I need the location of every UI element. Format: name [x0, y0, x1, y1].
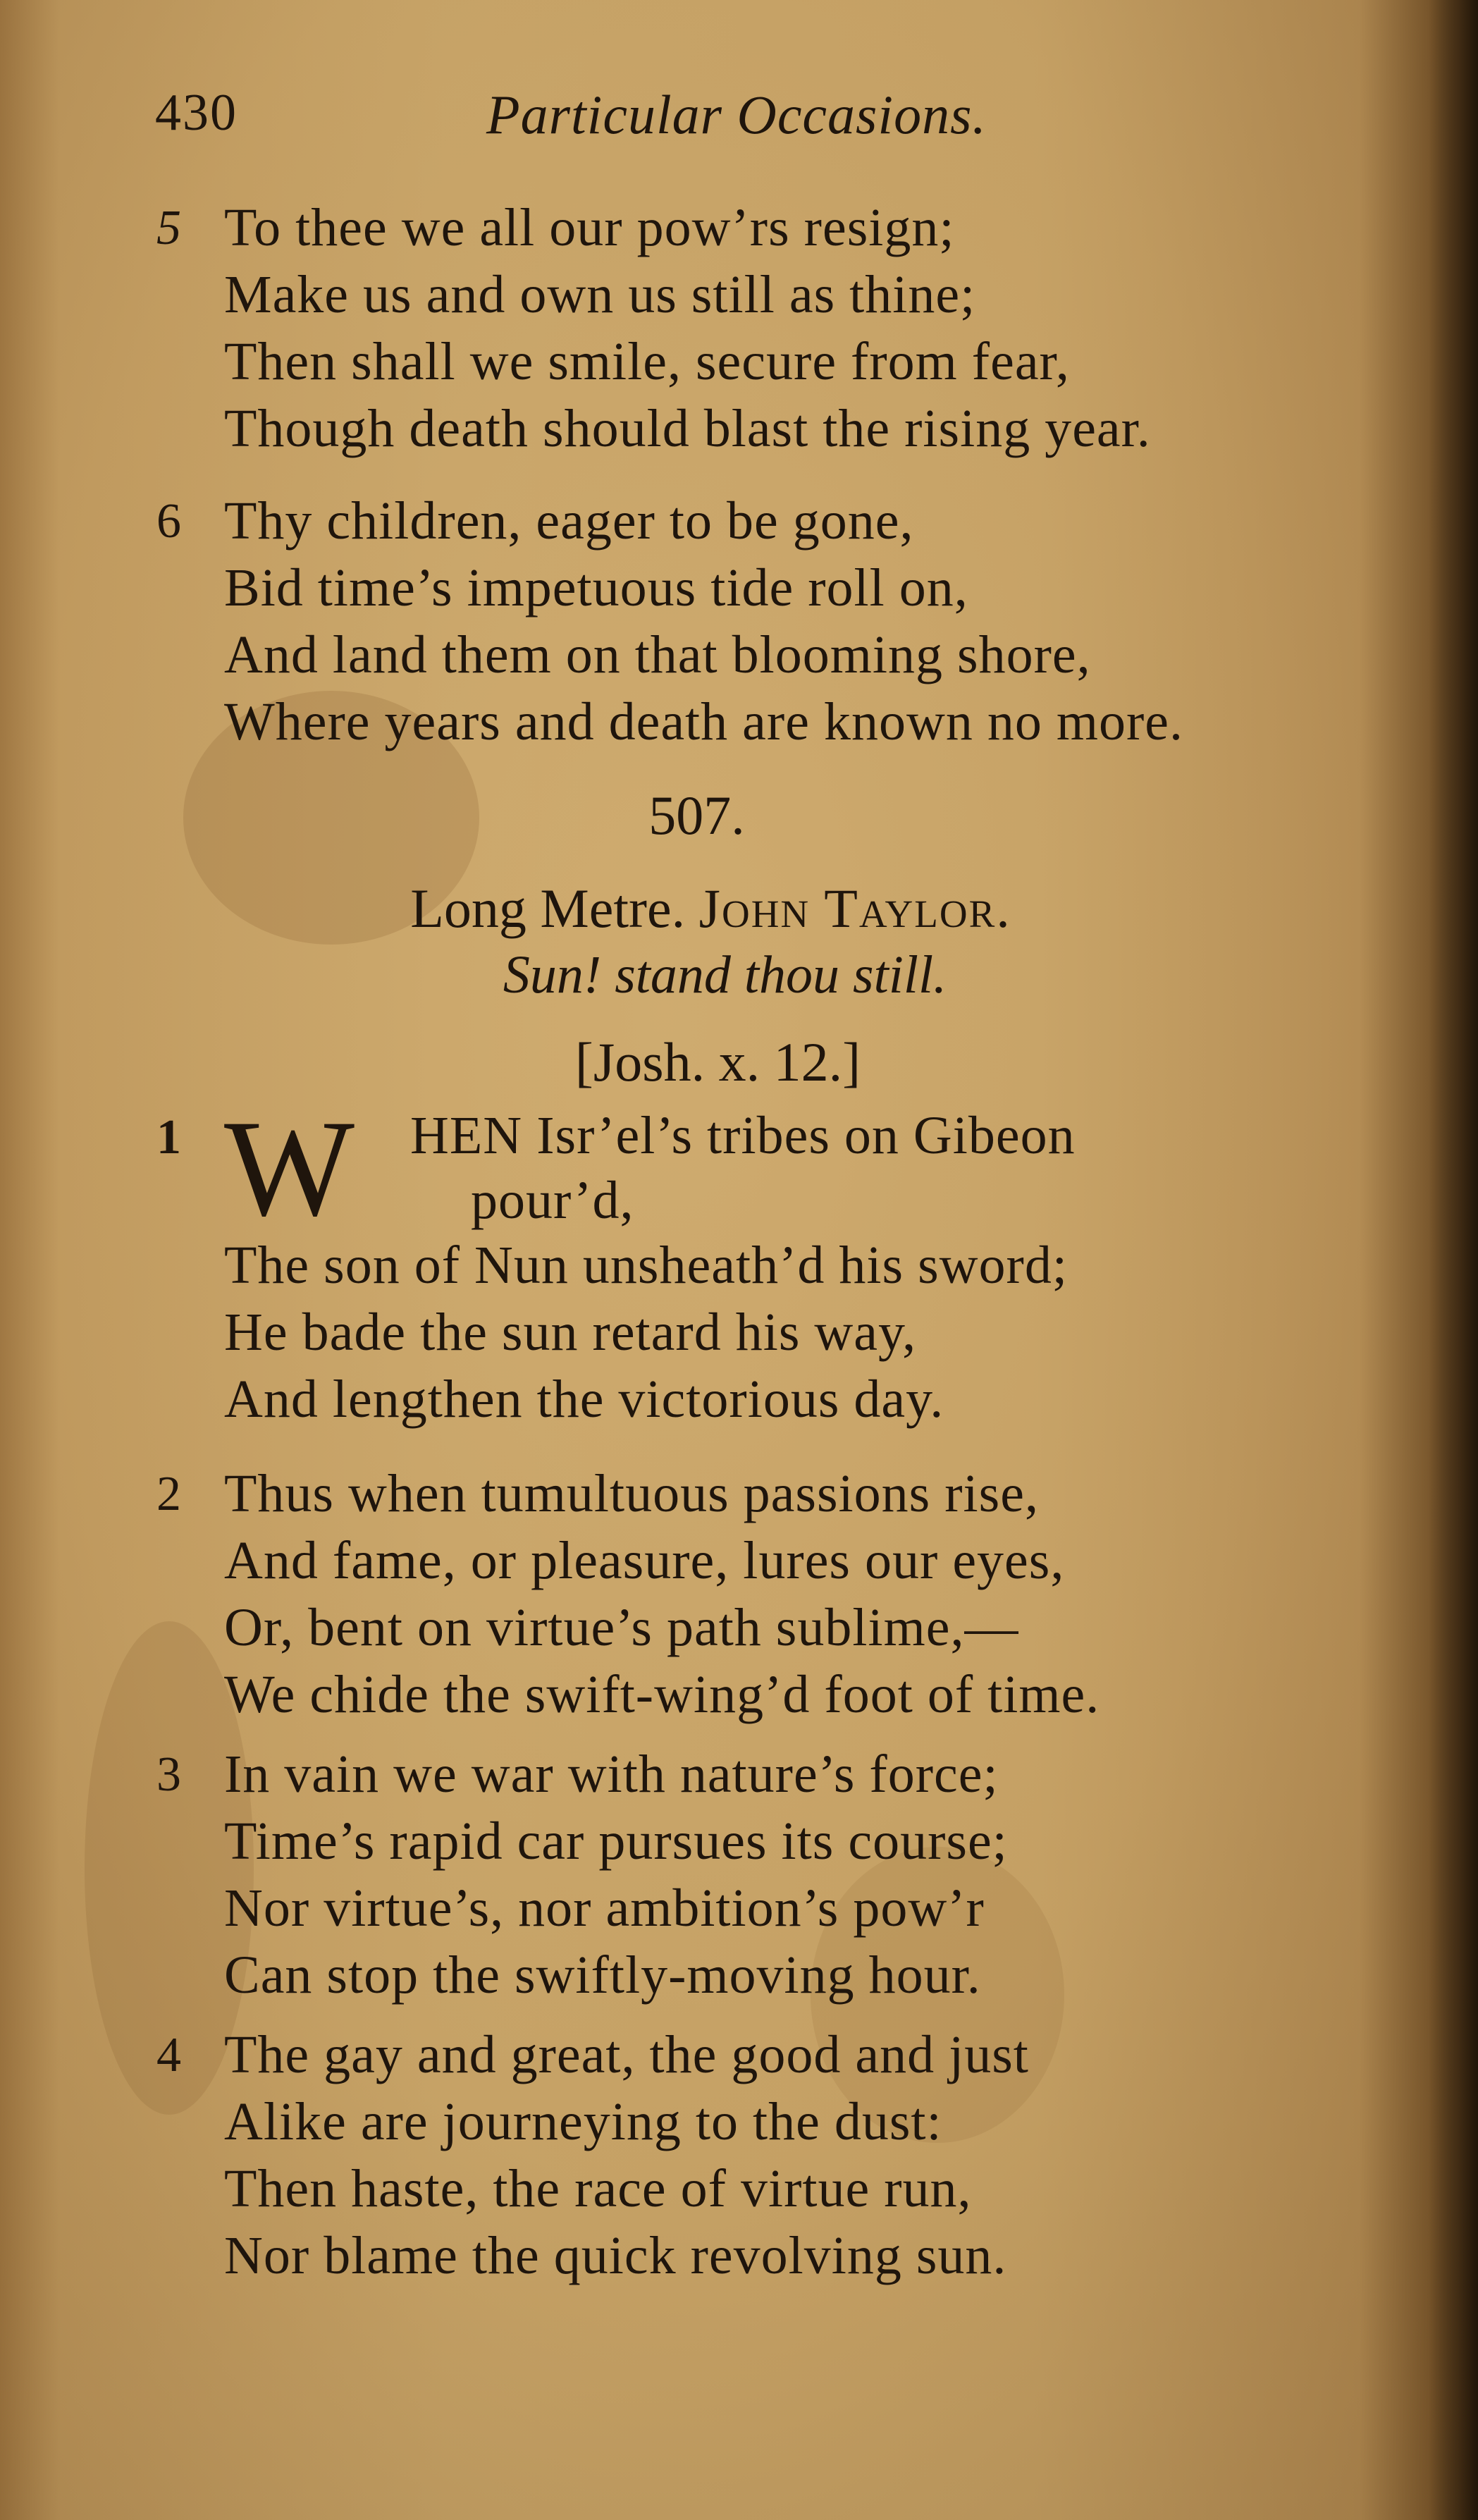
- verse-line: To thee we all our pow’rs resign;: [224, 198, 955, 257]
- verse-line: Make us and own us still as thine;: [224, 265, 976, 324]
- verse-number: 2: [156, 1467, 181, 1521]
- verse-line: Nor blame the quick revolving sun.: [224, 2226, 1007, 2285]
- verse-line: Alike are journeying to the dust:: [224, 2092, 942, 2151]
- verse-line: And land them on that blooming shore,: [224, 625, 1091, 684]
- verse-line: Then haste, the race of virtue run,: [224, 2159, 972, 2218]
- verse-line: Thus when tumultuous passions rise,: [224, 1464, 1039, 1523]
- verse-line: Nor virtue’s, nor ambition’s pow’r: [224, 1879, 985, 1938]
- verse-number: 1: [156, 1110, 181, 1164]
- hymn-number: 507.: [648, 785, 745, 846]
- hymn-title: Sun! stand thou still.: [503, 945, 947, 1004]
- hymn-metre-line: [0, 877, 1450, 940]
- verse-line: And fame, or pleasure, lures our eyes,: [224, 1531, 1065, 1590]
- verse-line: Time’s rapid car pursues its course;: [224, 1812, 1008, 1871]
- verse-line: Where years and death are known no more.: [224, 692, 1183, 751]
- verse-line: The son of Nun unsheath’d his sword;: [224, 1236, 1068, 1295]
- verse-line: Bid time’s impetuous tide roll on,: [224, 558, 968, 617]
- running-title: Particular Occasions.: [486, 84, 987, 145]
- verse-line: The gay and great, the good and just: [224, 2025, 1029, 2084]
- verse-line: Can stop the swiftly-moving hour.: [224, 1946, 981, 2005]
- verse-line: We chide the swift-wing’d foot of time.: [224, 1665, 1100, 1724]
- verse-line: And lengthen the victorious day.: [224, 1370, 944, 1429]
- verse-number: 4: [156, 2028, 181, 2082]
- verse-line: In vain we war with nature’s force;: [224, 1745, 999, 1804]
- verse-line: He bade the sun retard his way,: [224, 1303, 917, 1362]
- page-number: 430: [155, 84, 238, 142]
- verse-number: 3: [156, 1747, 181, 1802]
- hymn-author: John Taylor.: [698, 878, 1011, 939]
- page-edge-shadow: [1429, 0, 1478, 2520]
- scripture-reference: [Josh. x. 12.]: [574, 1031, 861, 1093]
- verse-line: Then shall we smile, secure from fear,: [224, 332, 1070, 391]
- verse-line: pour’d,: [471, 1171, 634, 1230]
- verse-line: Thy children, eager to be gone,: [224, 491, 914, 551]
- verse-number: 5: [156, 201, 181, 255]
- verse-line: Or, bent on virtue’s path sublime,—: [224, 1598, 1019, 1657]
- running-header: [155, 83, 1226, 161]
- drop-cap: W: [224, 1092, 355, 1245]
- verse-line: Though death should blast the rising year.: [224, 399, 1151, 458]
- verse-number: 6: [156, 494, 181, 548]
- hymn-metre: Long Metre.: [410, 878, 686, 939]
- verse-line: HEN Isr’el’s tribes on Gibeon: [410, 1106, 1076, 1165]
